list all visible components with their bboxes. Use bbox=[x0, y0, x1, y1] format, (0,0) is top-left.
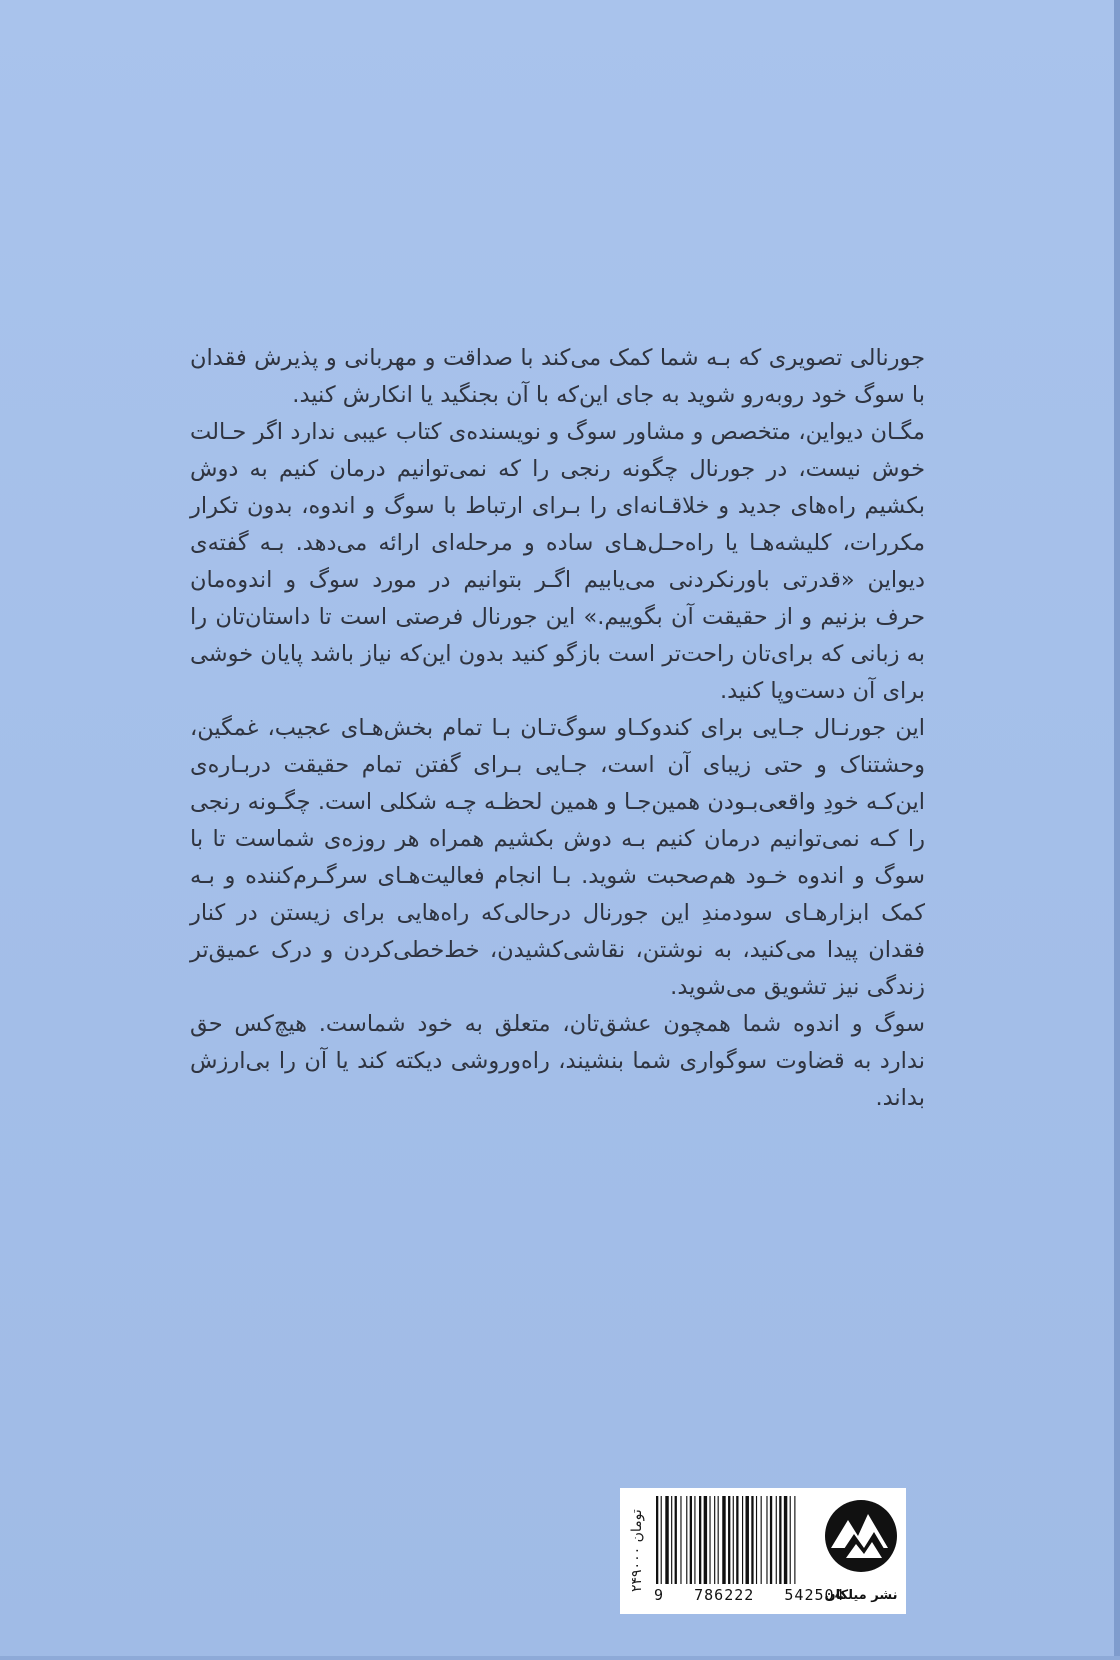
blurb-paragraph-4: سوگ و اندوه شما همچون عشق‌تان، متعلق به خود شماست. هیچ‌کس حق ندارد به قضاوت سوگواری شما بنشیند، راه‌وروشی دیکته کند یا آن را بی‌ارزش بداند. bbox=[190, 1011, 925, 1111]
blurb-paragraph-1: جورنالی تصویری که بـه شما کمک می‌کند با صداقت و مهربانی و پذیرش فقدان با سوگ خود روبه‌رو شوید به جای این‌که با آن بجنگید یا انکارش کنید. bbox=[190, 345, 925, 408]
publisher-name: نشر میلکان bbox=[824, 1588, 898, 1603]
barcode-icon bbox=[654, 1496, 812, 1584]
barcode-panel bbox=[620, 1488, 906, 1614]
blurb-text bbox=[190, 340, 925, 1117]
price-label: ۲۴۹۰۰۰ تومان bbox=[629, 1509, 645, 1593]
publisher-logo-icon bbox=[822, 1496, 900, 1588]
bottom-edge bbox=[0, 1656, 1120, 1660]
blurb-paragraph-2: مگـان دیواین، متخصص و مشاور سوگ و نویسنده‌ی کتاب عیبی ندارد اگر حـالت خوش نیست، در جورنال چگونه رنجی را که نمی‌توانیم درمان کنیم به دوش بکشیم راه‌های جدید و خلاقـانه‌ای را بـرای ارتباط با سوگ و اندوه، بدون تکرار مکررات، کلیشه‌هـا یا راه‌حـل‌هـای ساده و مرحله‌ای ارائه می‌دهد. بـه گفته‌ی دیواین «قدرتی باورنکردنی می‌یابیم اگـر بتوانیم در مورد سوگ و اندوه‌مان حرف بزنیم و از حقیقت آن بگوییم.» این جورنال فرصتی است تا داستان‌تان را به زبانی که برای‌تان راحت‌تر است بازگو کنید بدون این‌که نیاز باشد پایان خوشی برای آن دست‌وپا کنید. bbox=[190, 419, 925, 704]
spine-edge bbox=[1114, 0, 1120, 1660]
blurb-paragraph-3: این جورنـال جـایی برای کندوکـاو سوگ‌تـان بـا تمام بخش‌هـای عجیب، غمگین، وحشتناک و حتی زیبای آن است، جـایی بـرای گفتن تمام حقیقت دربـاره‌ی این‌کـه خودِ واقعی‌بـودن همین‌جـا و همین لحظـه چـه شکلی است. چگـونه رنجی را کـه نمی‌توانیم درمان کنیم بـه دوش بکشیم همراه هر روزه‌ی شماست تا با سوگ و اندوه خـود هم‌صحبت شوید. بـا انجام فعالیت‌هـای سرگـرم‌کننده و بـه کمک ابزارهـای سودمندِ این جورنال درحالی‌که راه‌هایی برای زیستن در کنار فقدان پیدا می‌کنید، به نوشتن، نقاشی‌کشیدن، خط‌خطی‌کردن و درک عمیق‌تر زندگی نیز تشویق می‌شوید. bbox=[190, 715, 925, 1000]
barcode-number: 9 786222 542504 bbox=[654, 1586, 845, 1604]
